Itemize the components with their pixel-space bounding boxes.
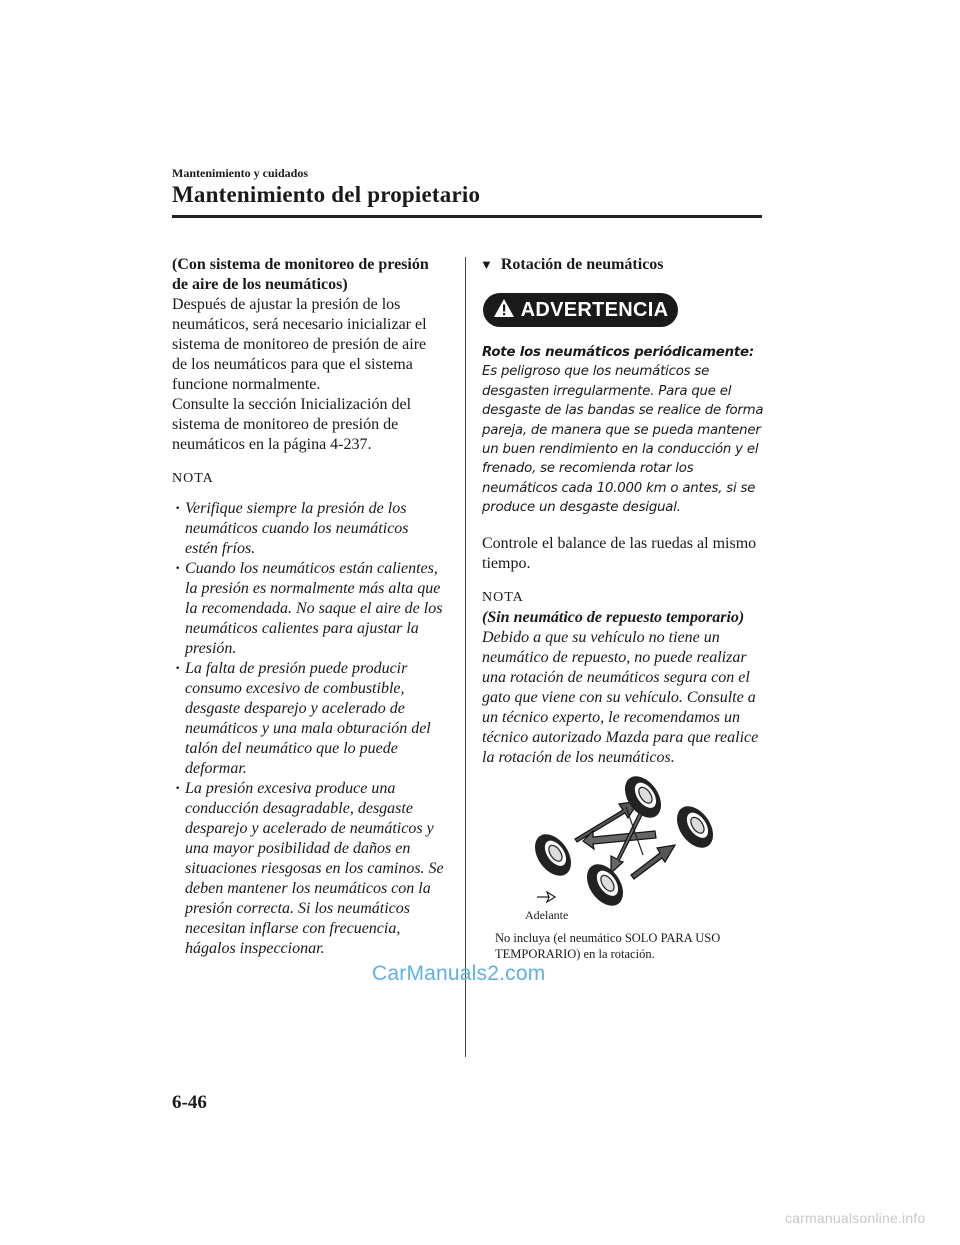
warning-label: ADVERTENCIA <box>520 299 669 321</box>
warning-banner <box>483 293 678 327</box>
left-column <box>172 255 444 959</box>
forward-arrow-icon <box>537 892 555 902</box>
rotation-arrow <box>631 845 675 879</box>
nota-body-right: Debido a que su vehículo no tiene un neumático de repuesto, no puede realizar una rotación de neumáticos segura con el gato que viene con su vehículo. Consulte a un técnico experto, le recomendamos un técnico autorizado Mazda para que realice la rotación de los neumáticos. <box>482 628 759 766</box>
tire-icon <box>528 828 579 883</box>
tpms-paragraph-1: Después de ajustar la presión de los neumáticos, será necesario inicializar el sistema de monitoreo de presión de aire de los neumáticos para que el sistema funcione normalmente. <box>172 296 427 393</box>
nota-item: · La presión excesiva produce una conducción desagradable, desgaste desparejo y acelerado de neumáticos y una mayor posibilidad de daños en situaciones riesgosas en los caminos. Se deben mantener los neumáticos con la presión correcta. Si los neumáticos necesitan inflarse con frecuencia, hágalos inspeccionar. <box>172 779 444 959</box>
rotation-arrow <box>583 831 656 849</box>
tpms-paragraph-2: Consulte la sección Inicialización del sistema de monitoreo de presión de neumáticos en la página 4-237. <box>172 396 412 453</box>
tpms-heading: (Con sistema de monitoreo de presión de aire de los neumáticos) <box>172 256 429 293</box>
right-column <box>482 255 764 768</box>
chapter-title: Mantenimiento del propietario <box>172 182 481 207</box>
page-number: 6-46 <box>172 1092 207 1113</box>
nota-list <box>172 499 444 959</box>
tire-icon <box>618 770 669 825</box>
watermark: CarManuals2.com <box>372 962 546 985</box>
diagram-label: Adelante <box>525 908 569 922</box>
warning-triangle-icon <box>493 298 515 322</box>
column-divider <box>465 257 466 1057</box>
nota-label: NOTA <box>172 471 214 486</box>
nota-heading-right: (Sin neumático de repuesto temporario) <box>482 608 745 626</box>
section-label: Mantenimiento y cuidados <box>172 166 309 180</box>
warning-title: Rote los neumáticos periódicamente: <box>482 345 754 360</box>
tire-rotation-diagram <box>495 765 745 930</box>
footer-site: carmanualsonline.info <box>785 1210 926 1226</box>
triangle-down-icon: ▼ <box>480 257 493 272</box>
warning-text <box>482 343 764 518</box>
tire-icon <box>670 800 721 855</box>
title-divider <box>172 215 762 218</box>
diagram-caption: No incluya (el neumático SOLO PARA USO TEMPORARIO) en la rotación. <box>495 931 721 961</box>
rotation-heading <box>482 255 764 275</box>
warning-body: Es peligroso que los neumáticos se desgasten irregularmente. Para que el desgaste de las bandas se realice de forma pareja, de manera que se pueda mantener un buen rendimiento en la conducción y el frenado, se recomienda rotar los neumáticos cada 10.000 km o antes, si se produce un desgaste desigual. <box>482 364 764 516</box>
nota-item: · Verifique siempre la presión de los neumáticos cuando los neumáticos estén fríos. <box>172 499 444 559</box>
nota-label-right: NOTA <box>482 589 524 605</box>
nota-item: · La falta de presión puede producir consumo excesivo de combustible, desgaste desparejo y acelerado de neumáticos y una mala obturación del talón del neumático que lo puede deformar. <box>172 659 444 779</box>
nota-item: · Cuando los neumáticos están calientes, la presión es normalmente más alta que la recomendada. No saque el aire de los neumáticos calientes para ajustar la presión. <box>172 559 444 659</box>
balance-paragraph: Controle el balance de las ruedas al mismo tiempo. <box>482 534 757 572</box>
tire-icon <box>580 858 631 913</box>
rotation-heading-text: Rotación de neumáticos <box>500 256 664 273</box>
